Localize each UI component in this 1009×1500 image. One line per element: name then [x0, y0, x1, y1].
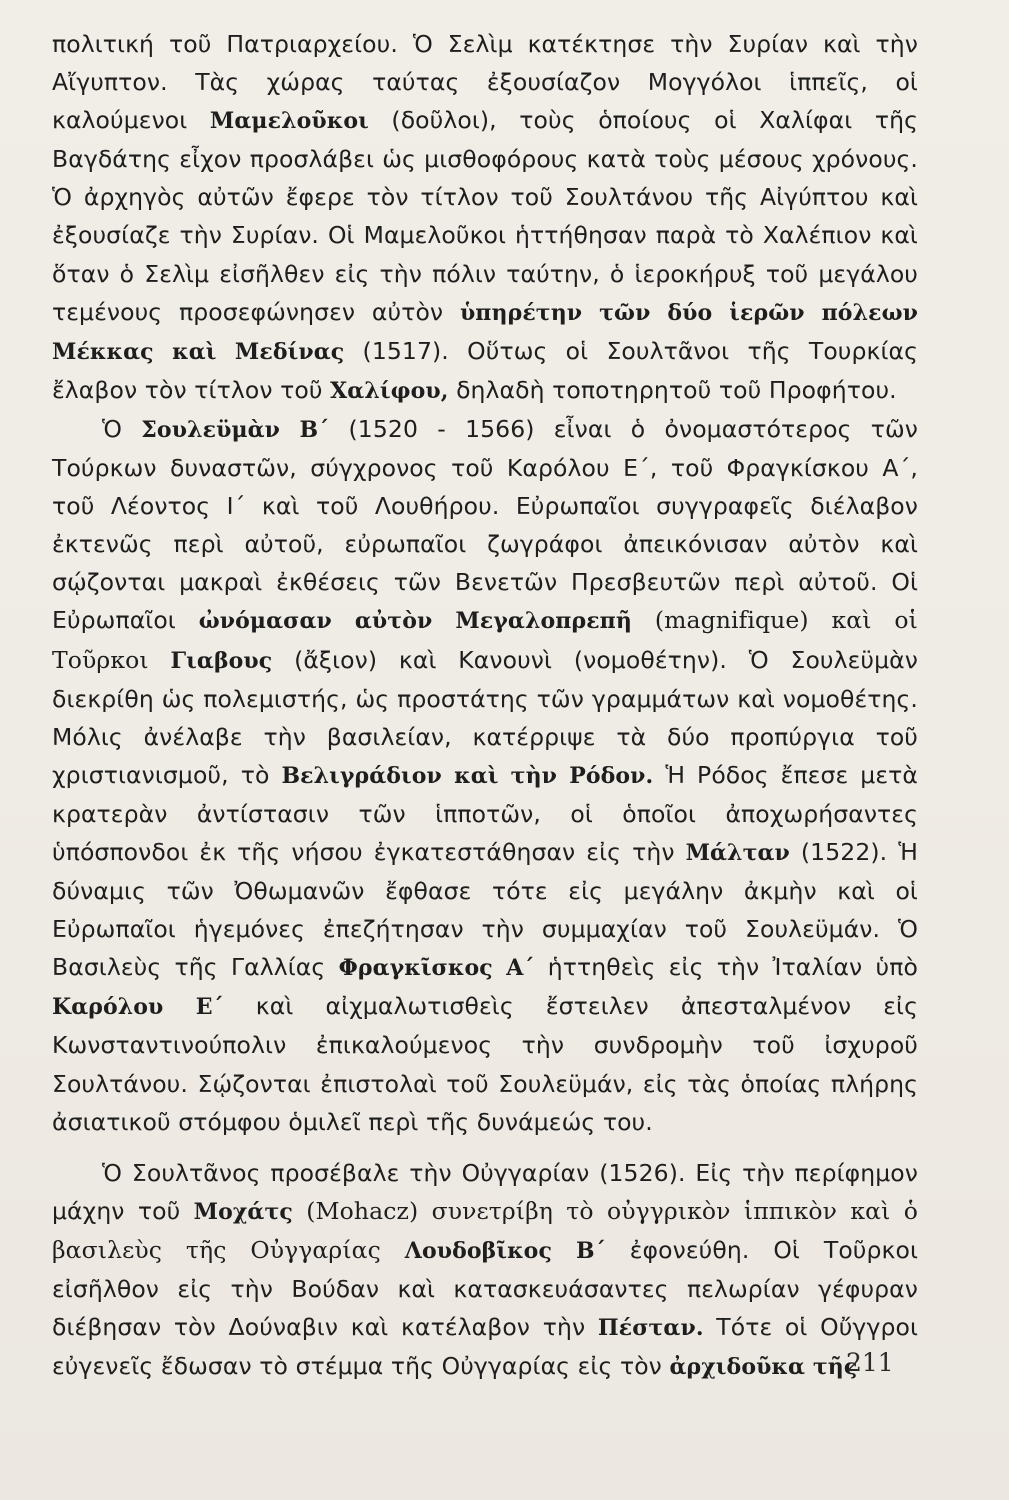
bold-term-charles-v: Καρόλου Ε΄	[52, 994, 224, 1021]
bold-term-suleiman: Σουλεϋμὰν Β΄	[141, 416, 330, 443]
text-run: (magnifique) καὶ οἱ Τοῦρκοι	[52, 606, 918, 674]
text-run: (1517). Οὕτως οἱ Σουλτᾶνοι τῆς Τουρκίας ἔλαβον τὸν τίτλον τοῦ	[52, 336, 919, 404]
text-run: Ὁ	[102, 414, 142, 443]
bold-term-malta: Μάλταν	[685, 839, 790, 866]
text-run: Ἡ Ρόδος ἔπεσε μετὰ κρατερὰν ἀντίστασιν τῶν ἱπποτῶν, οἱ ὁποῖοι ἀποχωρήσαντες ὑπόσπονδοι ἐκ τῆς νήσου ἐγκατεστάθησαν εἰς τὴν	[52, 760, 918, 866]
text-run: (1522). Ἡ δύναμις τῶν Ὀθωμανῶν ἔφθασε τότε εἰς μεγάλην ἀκμὴν καὶ οἱ Εὐρωπαῖοι ἡγεμόνες ἐπεζήτησαν τὴν συμμαχίαν τοῦ Σουλεϋμάν. Ὁ Βασιλεὺς τῆς Γαλλίας	[52, 837, 918, 982]
bold-term-francis-i: Φραγκῖσκος Α΄	[338, 955, 535, 982]
bold-term-archduke: ἀρχιδοῦκα τῆς	[669, 1354, 858, 1381]
text-run: Ὁ Σουλτᾶνος προσέβαλε τὴν Οὐγγαρίαν (1526). Εἰς τὴν περίφημον μάχην τοῦ	[52, 1158, 918, 1225]
text-run: Τότε οἱ Οὔγγροι εὐγενεῖς ἔδωσαν τὸ στέμμα τῆς Οὐγγαρίας εἰς τὸν	[52, 1313, 918, 1381]
bold-term-louis-ii: Λουδοβῖκος Β΄	[404, 1237, 606, 1264]
text-run: ἐφονεύθη. Οἱ Τοῦρκοι εἰσῆλθον εἰς τὴν Βούδαν καὶ κατασκευάσαντες πελωρίαν γέφυραν διέβησαν τὸν Δούναβιν καὶ κατέλαβον τὴν	[52, 1235, 918, 1342]
bold-term-servant-of-holy-cities: ὑπηρέτην τῶν δύο ἱερῶν πόλεων Μέκκας καὶ Μεδίνας	[52, 299, 918, 365]
text-run: (1520 - 1566) εἶναι ὁ ὀνομαστότερος τῶν Τούρκων δυναστῶν, σύγχρονος τοῦ Καρόλου Ε΄, τοῦ Φραγκίσκου Α΄, τοῦ Λέοντος Ι΄ καὶ τοῦ Λουθήρου. Εὐρωπαῖοι συγγραφεῖς διέλαβον ἐκτενῶς περὶ αὐτοῦ, εὐρωπαῖοι ζωγράφοι ἀπεικόνισαν αὐτὸν καὶ σῴζονται μακραὶ ἐκθέσεις τῶν Βενετῶν Πρεσβευτῶν περὶ αὐτοῦ. Οἱ Εὐρωπαῖοι	[52, 414, 918, 635]
paragraph-selim-conquest	[52, 25, 918, 410]
page-body-text	[52, 25, 918, 1386]
text-run: καὶ αἰχμαλωτισθεὶς ἔστειλεν ἀπεσταλμένον εἰς Κωνσταντινούπολιν ἐπικαλούμενος τὴν συνδρομὴν τοῦ ἰσχυροῦ Σουλτάνου. Σῴζονται ἐπιστολαὶ τοῦ Σουλεϋμάν, εἰς τὰς ὁποίας πλήρης ἀσιατικοῦ στόμφου ὁμιλεῖ περὶ τῆς δυνάμεώς του.	[52, 992, 918, 1136]
paragraph-suleiman	[52, 410, 918, 1141]
bold-term-magnificent: ὠνόμασαν αὐτὸν Μεγαλοπρεπῆ	[198, 608, 632, 635]
text-run: (ἄξιον) καὶ Κανουνὶ (νομοθέτην). Ὁ Σουλεϋμὰν διεκρίθη ὡς πολεμιστής, ὡς προστάτης τῶν γραμμάτων καὶ νομοθέτης. Μόλις ἀνέλαβε τὴν βασιλείαν, κατέρριψε τὰ δύο προπύργια τοῦ χριστιανισμοῦ, τὸ	[52, 645, 918, 789]
bold-term-mohacs: Μοχάτς	[193, 1198, 293, 1225]
text-run: ἡττηθεὶς εἰς τὴν Ἰταλίαν ὑπὸ	[534, 953, 918, 982]
bold-term-caliph: Χαλίφου,	[330, 377, 449, 404]
text-run: (Mohacz) συνετρίβη τὸ οὐγγρικὸν ἱππικὸν καὶ ὁ βασιλεὺς τῆς Οὐγγαρίας	[52, 1196, 919, 1264]
text-run: δηλαδὴ τοποτηρητοῦ τοῦ Προφήτου.	[448, 375, 897, 404]
bold-term-giavous: Γιαβους	[170, 647, 273, 674]
page-number: 211	[846, 1348, 894, 1377]
text-run: πολιτική τοῦ Πατριαρχείου. Ὁ Σελὶμ κατέκτησε τὴν Συρίαν καὶ τὴν Αἴγυπτον. Τὰς χώρας ταύτας ἐξουσίαζον Μογγόλοι ἱππεῖς, οἱ καλούμενοι	[52, 30, 918, 135]
bold-term-belgrade-rhodes: Βελιγράδιον καὶ τὴν Ρόδον.	[281, 762, 654, 789]
paragraph-hungary	[52, 1154, 918, 1387]
bold-term-mamelukes: Μαμελοῦκοι	[209, 108, 369, 135]
bold-term-pest: Πέσταν.	[597, 1315, 704, 1342]
text-run: (δοῦλοι), τοὺς ὁποίους οἱ Χαλίφαι τῆς Βαγδάτης εἶχον προσλάβει ὡς μισθοφόρους κατὰ τοὺς μέσους χρόνους. Ὁ ἀρχηγὸς αὐτῶν ἔφερε τὸν τίτλον τοῦ Σουλτάνου τῆς Αἰγύπτου καὶ ἐξουσίαζε τὴν Συρίαν. Οἱ Μαμελοῦκοι ἡττήθησαν παρὰ τὸ Χαλέπιον καὶ ὅταν ὁ Σελὶμ εἰσῆλθεν εἰς τὴν πόλιν ταύτην, ὁ ἱεροκήρυξ τοῦ μεγάλου τεμένους προσεφώνησεν αὐτὸν	[52, 106, 918, 326]
